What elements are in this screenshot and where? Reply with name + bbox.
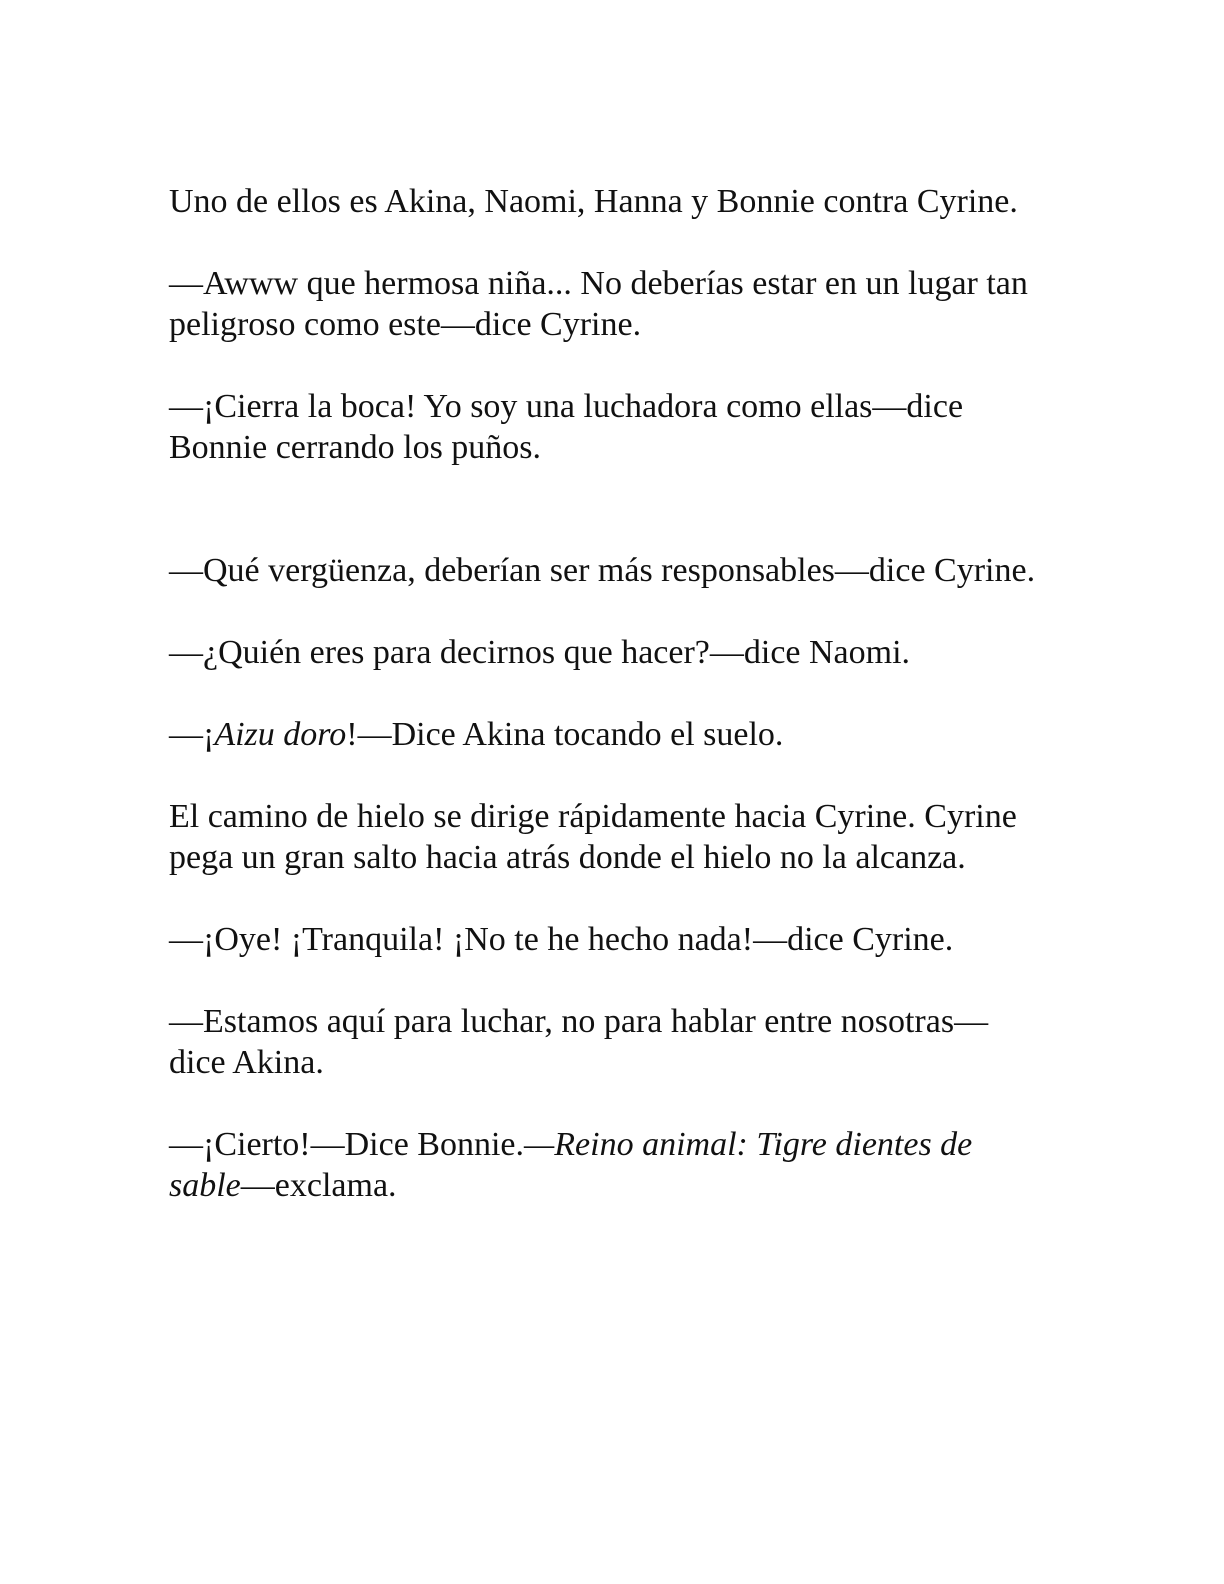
paragraph-text: —¡Cierra la boca! Yo soy una luchadora como ellas—dice Bonnie cerrando los puños. bbox=[169, 388, 964, 466]
paragraph bbox=[169, 181, 1044, 222]
paragraph-text: —Qué vergüenza, deberían ser más responsables—dice Cyrine. bbox=[169, 552, 1036, 589]
paragraph-text: —¿Quién eres para decirnos que hacer?—dice Naomi. bbox=[169, 634, 911, 671]
paragraph-text: Uno de ellos es Akina, Naomi, Hanna y Bonnie contra Cyrine. bbox=[169, 183, 1018, 220]
paragraph-text: —¡Cierto!—Dice Bonnie. bbox=[169, 1126, 525, 1163]
italic-spell-name: —Reino animal: Tigre dientes de sable bbox=[169, 1126, 973, 1204]
paragraph-text: —¡Oye! ¡Tranquila! ¡No te he hecho nada!—dice Cyrine. bbox=[169, 921, 954, 958]
paragraph-text: !—Dice Akina tocando el suelo. bbox=[346, 716, 784, 753]
paragraph bbox=[169, 263, 1044, 345]
paragraph-text: —Awww que hermosa niña... No deberías estar en un lugar tan peligroso como este—dice Cyrine. bbox=[169, 265, 1028, 343]
paragraph-text: —¡ bbox=[169, 716, 215, 753]
body-text bbox=[169, 181, 1044, 1206]
paragraph bbox=[169, 632, 1044, 673]
paragraph bbox=[169, 1001, 1044, 1083]
paragraph bbox=[169, 714, 1044, 755]
paragraph bbox=[169, 1124, 1044, 1206]
paragraph bbox=[169, 550, 1044, 591]
paragraph-text: El camino de hielo se dirige rápidamente hacia Cyrine. Cyrine pega un gran salto hacia atrás donde el hielo no la alcanza. bbox=[169, 798, 1017, 876]
paragraph bbox=[169, 386, 1044, 468]
paragraph-text: —exclama. bbox=[240, 1167, 397, 1204]
paragraph-text: —Estamos aquí para luchar, no para hablar entre nosotras—dice Akina. bbox=[169, 1003, 989, 1081]
paragraph bbox=[169, 919, 1044, 960]
paragraph bbox=[169, 796, 1044, 878]
italic-spell-name: Aizu doro bbox=[214, 716, 347, 753]
